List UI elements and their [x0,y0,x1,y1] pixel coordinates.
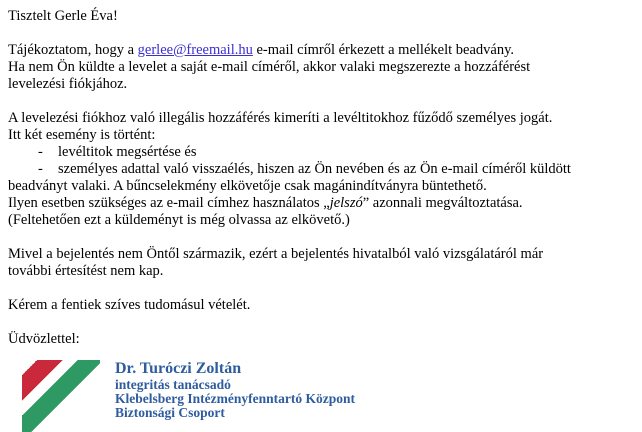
hungarian-tricolor-logo-icon [22,360,100,432]
signature-department: Biztonsági Csoport [115,405,225,420]
password-text-before: Ilyen esetben szükséges az e-mail címhez használatos „ [8,195,330,211]
intro-line-2: Ha nem Ön küldte a levelet a saját e-mail címéről, akkor valaki megszerezte a hozzáférést [8,59,531,75]
notice-line-1: Mivel a bejelentés nem Öntől származik, ezért a bejelentés hivatalból való vizsgálatáról már [8,246,544,262]
blank-line [8,280,634,297]
valediction: Üdvözlettel: [8,331,80,347]
bullet-text: levéltitok megsértése és [58,144,197,160]
email-link[interactable]: gerlee@freemail.hu [137,42,253,58]
intro-text-after-link: e-mail címről érkezett a mellékelt beadvány. [252,42,515,58]
violation-line-2: Itt két esemény is történt: [8,127,156,143]
password-text-after: ” azonnali megváltoztatása. [362,195,523,211]
signature-block [22,360,634,432]
bullet-item-2 [8,161,634,178]
intro-line-3: levelezési fiókjához. [8,76,128,92]
notice-line-2: további értesítést nem kap. [8,263,164,279]
bullet-dash: - [38,144,43,160]
signature-organization: Klebelsberg Intézményfenntartó Központ [115,391,355,406]
signature-text [115,360,355,420]
bullet-dash: - [38,161,43,177]
violation-line-5: beadványt valaki. A bűncselekmény elkövetője csak magánindítványra büntethető. [8,178,487,194]
signature-title: integritás tanácsadó [115,377,231,392]
bullet-item-1 [8,144,634,161]
violation-line-6 [8,195,634,212]
intro-text-before-link: Tájékoztatom, hogy a [8,42,138,58]
signature-name: Dr. Turóczi Zoltán [115,360,242,377]
violation-line-7: (Feltehetően ezt a küldeményt is még olvassa az elkövető.) [8,212,350,228]
salutation: Tisztelt Gerle Éva! [8,8,118,24]
blank-line [8,93,634,110]
bullet-text: személyes adattal való visszaélés, hiszen az Ön nevében és az Ön e-mail címéről küldött [58,161,571,177]
closing-request: Kérem a fentiek szíves tudomásul vételét. [8,297,251,313]
password-word-italic: jelszó [329,195,363,211]
blank-line [8,25,634,42]
intro-line-1 [8,42,634,59]
violation-line-1: A levelezési fiókhoz való illegális hozzáférés kimeríti a levéltitokhoz fűződő személyes jogát. [8,110,553,126]
blank-line [8,314,634,331]
blank-line [8,229,634,246]
